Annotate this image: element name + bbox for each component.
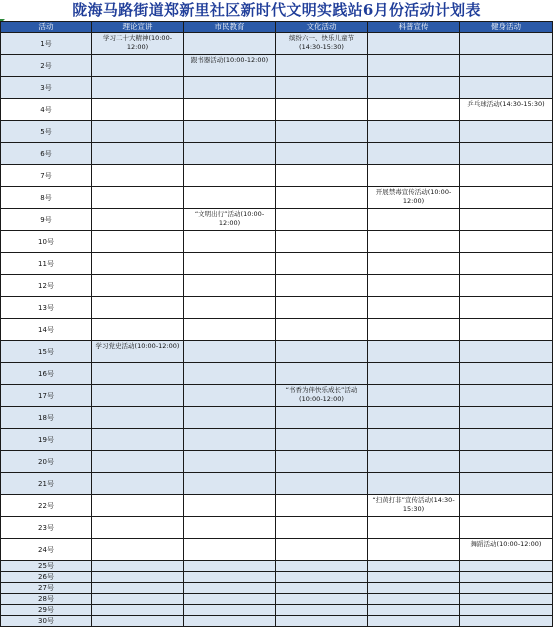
column-header-science[interactable]: 科普宣传 xyxy=(368,22,460,33)
activity-cell[interactable] xyxy=(276,473,368,495)
table-row xyxy=(1,77,553,99)
activity-cell[interactable] xyxy=(460,572,553,583)
activity-cell[interactable] xyxy=(460,297,553,319)
day-cell[interactable]: 29号 xyxy=(1,605,92,616)
activity-cell[interactable] xyxy=(92,55,184,77)
activity-cell[interactable] xyxy=(368,385,460,407)
day-cell[interactable]: 27号 xyxy=(1,583,92,594)
activity-cell[interactable] xyxy=(460,319,553,341)
activity-cell[interactable]: “扫黄打非”宣传活动(14:30-15:30) xyxy=(368,495,460,517)
activity-cell[interactable] xyxy=(276,143,368,165)
day-cell[interactable]: 12号 xyxy=(1,275,92,297)
activity-cell[interactable] xyxy=(92,297,184,319)
activity-cell[interactable] xyxy=(368,561,460,572)
day-cell[interactable]: 20号 xyxy=(1,451,92,473)
activity-cell[interactable] xyxy=(92,385,184,407)
column-header-culture[interactable]: 文化活动 xyxy=(276,22,368,33)
day-cell[interactable]: 30号 xyxy=(1,616,92,627)
table-row xyxy=(1,253,553,275)
activity-cell[interactable] xyxy=(460,165,553,187)
day-cell[interactable]: 16号 xyxy=(1,363,92,385)
activity-cell[interactable] xyxy=(184,495,276,517)
activity-cell[interactable] xyxy=(460,275,553,297)
table-row xyxy=(1,143,553,165)
day-cell[interactable]: 26号 xyxy=(1,572,92,583)
activity-cell[interactable] xyxy=(276,495,368,517)
activity-cell[interactable] xyxy=(460,363,553,385)
activity-cell[interactable] xyxy=(92,209,184,231)
activity-cell[interactable] xyxy=(368,539,460,561)
activity-cell[interactable] xyxy=(92,594,184,605)
table-row xyxy=(1,561,553,572)
activity-cell[interactable] xyxy=(92,451,184,473)
activity-cell[interactable] xyxy=(276,165,368,187)
activity-cell[interactable] xyxy=(276,583,368,594)
activity-cell[interactable] xyxy=(184,561,276,572)
activity-cell[interactable] xyxy=(184,594,276,605)
activity-cell[interactable] xyxy=(92,561,184,572)
activity-cell[interactable] xyxy=(276,55,368,77)
day-cell[interactable]: 3号 xyxy=(1,77,92,99)
activity-cell[interactable] xyxy=(276,616,368,627)
activity-cell[interactable] xyxy=(276,209,368,231)
activity-cell[interactable] xyxy=(460,55,553,77)
activity-cell[interactable] xyxy=(460,33,553,55)
activity-cell[interactable] xyxy=(368,451,460,473)
table-row xyxy=(1,363,553,385)
activity-cell[interactable] xyxy=(92,363,184,385)
activity-cell[interactable] xyxy=(460,561,553,572)
activity-cell[interactable] xyxy=(184,616,276,627)
activity-cell[interactable] xyxy=(92,616,184,627)
activity-cell[interactable] xyxy=(368,616,460,627)
activity-cell[interactable] xyxy=(460,253,553,275)
activity-cell[interactable] xyxy=(184,121,276,143)
activity-cell[interactable]: “书香为伴快乐成长”活动(10:00-12:00) xyxy=(276,385,368,407)
activity-cell[interactable]: 乒乓球活动(14:30-15:30) xyxy=(460,99,553,121)
activity-cell[interactable] xyxy=(460,77,553,99)
table-row xyxy=(1,209,553,231)
day-cell[interactable]: 7号 xyxy=(1,165,92,187)
day-cell[interactable]: 19号 xyxy=(1,429,92,451)
activity-cell[interactable] xyxy=(368,429,460,451)
activity-cell[interactable] xyxy=(460,473,553,495)
activity-cell[interactable]: 缤纷六一、快乐儿童节(14:30-15:30) xyxy=(276,33,368,55)
activity-cell[interactable] xyxy=(368,407,460,429)
page-title: 陇海马路街道郑新里社区新时代文明实践站6月份活动计划表 xyxy=(72,1,481,19)
activity-cell[interactable] xyxy=(184,572,276,583)
activity-cell[interactable] xyxy=(460,594,553,605)
activity-cell[interactable] xyxy=(92,517,184,539)
table-row xyxy=(1,594,553,605)
day-cell[interactable]: 24号 xyxy=(1,539,92,561)
activity-cell[interactable] xyxy=(276,187,368,209)
activity-cell[interactable] xyxy=(276,539,368,561)
day-cell[interactable]: 1号 xyxy=(1,33,92,55)
activity-cell[interactable]: 跟书器活动(10:00-12:00) xyxy=(184,55,276,77)
table-row xyxy=(1,473,553,495)
activity-cell[interactable] xyxy=(92,583,184,594)
table-row xyxy=(1,616,553,627)
activity-cell[interactable] xyxy=(184,77,276,99)
table-row xyxy=(1,451,553,473)
day-cell[interactable]: 21号 xyxy=(1,473,92,495)
activity-cell[interactable] xyxy=(368,143,460,165)
activity-cell[interactable] xyxy=(184,253,276,275)
day-cell[interactable]: 10号 xyxy=(1,231,92,253)
activity-cell[interactable] xyxy=(184,165,276,187)
activity-cell[interactable] xyxy=(460,605,553,616)
activity-cell[interactable] xyxy=(92,319,184,341)
day-cell[interactable]: 23号 xyxy=(1,517,92,539)
activity-cell[interactable] xyxy=(184,539,276,561)
activity-cell[interactable] xyxy=(184,363,276,385)
table-row xyxy=(1,319,553,341)
activity-cell[interactable] xyxy=(368,341,460,363)
activity-cell[interactable] xyxy=(92,143,184,165)
activity-cell[interactable] xyxy=(92,275,184,297)
activity-cell[interactable] xyxy=(276,561,368,572)
activity-cell[interactable] xyxy=(276,253,368,275)
activity-cell[interactable] xyxy=(368,121,460,143)
activity-cell[interactable] xyxy=(460,231,553,253)
activity-cell[interactable]: 学习二十大精神(10:00-12:00) xyxy=(92,33,184,55)
activity-cell[interactable] xyxy=(368,583,460,594)
day-cell[interactable]: 18号 xyxy=(1,407,92,429)
activity-cell[interactable] xyxy=(92,165,184,187)
activity-cell[interactable] xyxy=(184,407,276,429)
activity-cell[interactable] xyxy=(92,99,184,121)
activity-cell[interactable] xyxy=(276,99,368,121)
activity-cell[interactable] xyxy=(184,231,276,253)
table-row xyxy=(1,231,553,253)
day-cell[interactable]: 2号 xyxy=(1,55,92,77)
activity-cell[interactable] xyxy=(276,605,368,616)
activity-cell[interactable] xyxy=(368,253,460,275)
table-row xyxy=(1,539,553,561)
table-row xyxy=(1,605,553,616)
activity-cell[interactable] xyxy=(276,121,368,143)
activity-cell[interactable] xyxy=(368,55,460,77)
activity-cell[interactable] xyxy=(92,429,184,451)
activity-cell[interactable] xyxy=(184,341,276,363)
activity-cell[interactable] xyxy=(460,495,553,517)
activity-cell[interactable] xyxy=(184,473,276,495)
activity-cell[interactable] xyxy=(276,594,368,605)
activity-cell[interactable] xyxy=(92,231,184,253)
activity-cell[interactable] xyxy=(276,319,368,341)
activity-cell[interactable] xyxy=(92,187,184,209)
activity-cell[interactable] xyxy=(460,451,553,473)
day-cell[interactable]: 17号 xyxy=(1,385,92,407)
day-cell[interactable]: 15号 xyxy=(1,341,92,363)
table-row xyxy=(1,407,553,429)
table-row xyxy=(1,187,553,209)
activity-cell[interactable] xyxy=(460,429,553,451)
day-cell[interactable]: 14号 xyxy=(1,319,92,341)
activity-cell[interactable] xyxy=(276,572,368,583)
activity-cell[interactable] xyxy=(368,99,460,121)
table-row xyxy=(1,429,553,451)
activity-cell[interactable] xyxy=(368,319,460,341)
activity-cell[interactable] xyxy=(184,187,276,209)
column-header-activity[interactable]: 活动 xyxy=(1,22,92,33)
day-cell[interactable]: 8号 xyxy=(1,187,92,209)
activity-cell[interactable] xyxy=(184,429,276,451)
activity-cell[interactable] xyxy=(184,451,276,473)
activity-cell[interactable] xyxy=(368,297,460,319)
activity-cell[interactable] xyxy=(276,451,368,473)
activity-cell[interactable] xyxy=(92,495,184,517)
day-cell[interactable]: 4号 xyxy=(1,99,92,121)
activity-cell[interactable] xyxy=(92,407,184,429)
activity-cell[interactable] xyxy=(368,165,460,187)
activity-cell[interactable] xyxy=(368,594,460,605)
activity-cell[interactable] xyxy=(276,275,368,297)
activity-cell[interactable] xyxy=(368,473,460,495)
activity-cell[interactable] xyxy=(92,77,184,99)
activity-cell[interactable]: 学习党史活动(10:00-12:00) xyxy=(92,341,184,363)
table-row xyxy=(1,33,553,55)
activity-cell[interactable] xyxy=(460,143,553,165)
activity-cell[interactable] xyxy=(276,517,368,539)
activity-cell[interactable] xyxy=(368,275,460,297)
activity-cell[interactable] xyxy=(460,517,553,539)
column-header-civic-education[interactable]: 市民教育 xyxy=(184,22,276,33)
activity-cell[interactable] xyxy=(92,121,184,143)
activity-cell[interactable] xyxy=(460,385,553,407)
day-cell[interactable]: 13号 xyxy=(1,297,92,319)
schedule-table xyxy=(0,21,553,627)
day-cell[interactable]: 5号 xyxy=(1,121,92,143)
activity-cell[interactable] xyxy=(92,539,184,561)
table-row xyxy=(1,275,553,297)
day-cell[interactable]: 11号 xyxy=(1,253,92,275)
activity-cell[interactable] xyxy=(460,583,553,594)
activity-cell[interactable] xyxy=(276,363,368,385)
activity-cell[interactable] xyxy=(92,572,184,583)
column-header-fitness[interactable]: 健身活动 xyxy=(460,22,553,33)
activity-cell[interactable] xyxy=(184,99,276,121)
activity-cell[interactable]: 舞蹈活动(10:00-12:00) xyxy=(460,539,553,561)
activity-cell[interactable] xyxy=(460,341,553,363)
activity-cell[interactable] xyxy=(276,407,368,429)
activity-cell[interactable] xyxy=(184,275,276,297)
activity-cell[interactable] xyxy=(184,517,276,539)
activity-cell[interactable] xyxy=(92,473,184,495)
activity-cell[interactable] xyxy=(184,33,276,55)
activity-cell[interactable] xyxy=(368,363,460,385)
activity-cell[interactable] xyxy=(184,143,276,165)
table-row xyxy=(1,121,553,143)
day-cell[interactable]: 22号 xyxy=(1,495,92,517)
activity-cell[interactable] xyxy=(276,77,368,99)
table-row xyxy=(1,99,553,121)
activity-cell[interactable] xyxy=(92,253,184,275)
header-row xyxy=(1,22,553,33)
activity-cell[interactable] xyxy=(184,385,276,407)
table-row xyxy=(1,517,553,539)
day-cell[interactable]: 6号 xyxy=(1,143,92,165)
activity-cell[interactable] xyxy=(368,231,460,253)
activity-cell[interactable] xyxy=(460,121,553,143)
activity-cell[interactable] xyxy=(92,605,184,616)
activity-cell[interactable] xyxy=(368,33,460,55)
activity-cell[interactable] xyxy=(368,209,460,231)
table-row xyxy=(1,165,553,187)
activity-cell[interactable] xyxy=(460,187,553,209)
column-header-theory[interactable]: 理论宣讲 xyxy=(92,22,184,33)
activity-cell[interactable] xyxy=(184,319,276,341)
activity-cell[interactable] xyxy=(276,297,368,319)
activity-cell[interactable] xyxy=(460,407,553,429)
activity-cell[interactable] xyxy=(184,297,276,319)
day-cell[interactable]: 9号 xyxy=(1,209,92,231)
activity-cell[interactable] xyxy=(460,616,553,627)
activity-cell[interactable] xyxy=(184,605,276,616)
table-row xyxy=(1,55,553,77)
activity-cell[interactable] xyxy=(460,209,553,231)
activity-cell[interactable] xyxy=(368,517,460,539)
activity-cell[interactable] xyxy=(368,572,460,583)
table-row xyxy=(1,583,553,594)
activity-cell[interactable]: “文明出行”活动(10:00-12:00) xyxy=(184,209,276,231)
day-cell[interactable]: 25号 xyxy=(1,561,92,572)
table-row xyxy=(1,385,553,407)
day-cell[interactable]: 28号 xyxy=(1,594,92,605)
activity-cell[interactable] xyxy=(368,77,460,99)
activity-cell[interactable] xyxy=(276,231,368,253)
activity-cell[interactable] xyxy=(368,605,460,616)
table-row xyxy=(1,572,553,583)
activity-cell[interactable]: 开展禁毒宣传活动(10:00-12:00) xyxy=(368,187,460,209)
activity-cell[interactable] xyxy=(184,583,276,594)
table-row xyxy=(1,297,553,319)
table-row xyxy=(1,341,553,363)
activity-cell[interactable] xyxy=(276,429,368,451)
activity-cell[interactable] xyxy=(276,341,368,363)
table-row xyxy=(1,495,553,517)
